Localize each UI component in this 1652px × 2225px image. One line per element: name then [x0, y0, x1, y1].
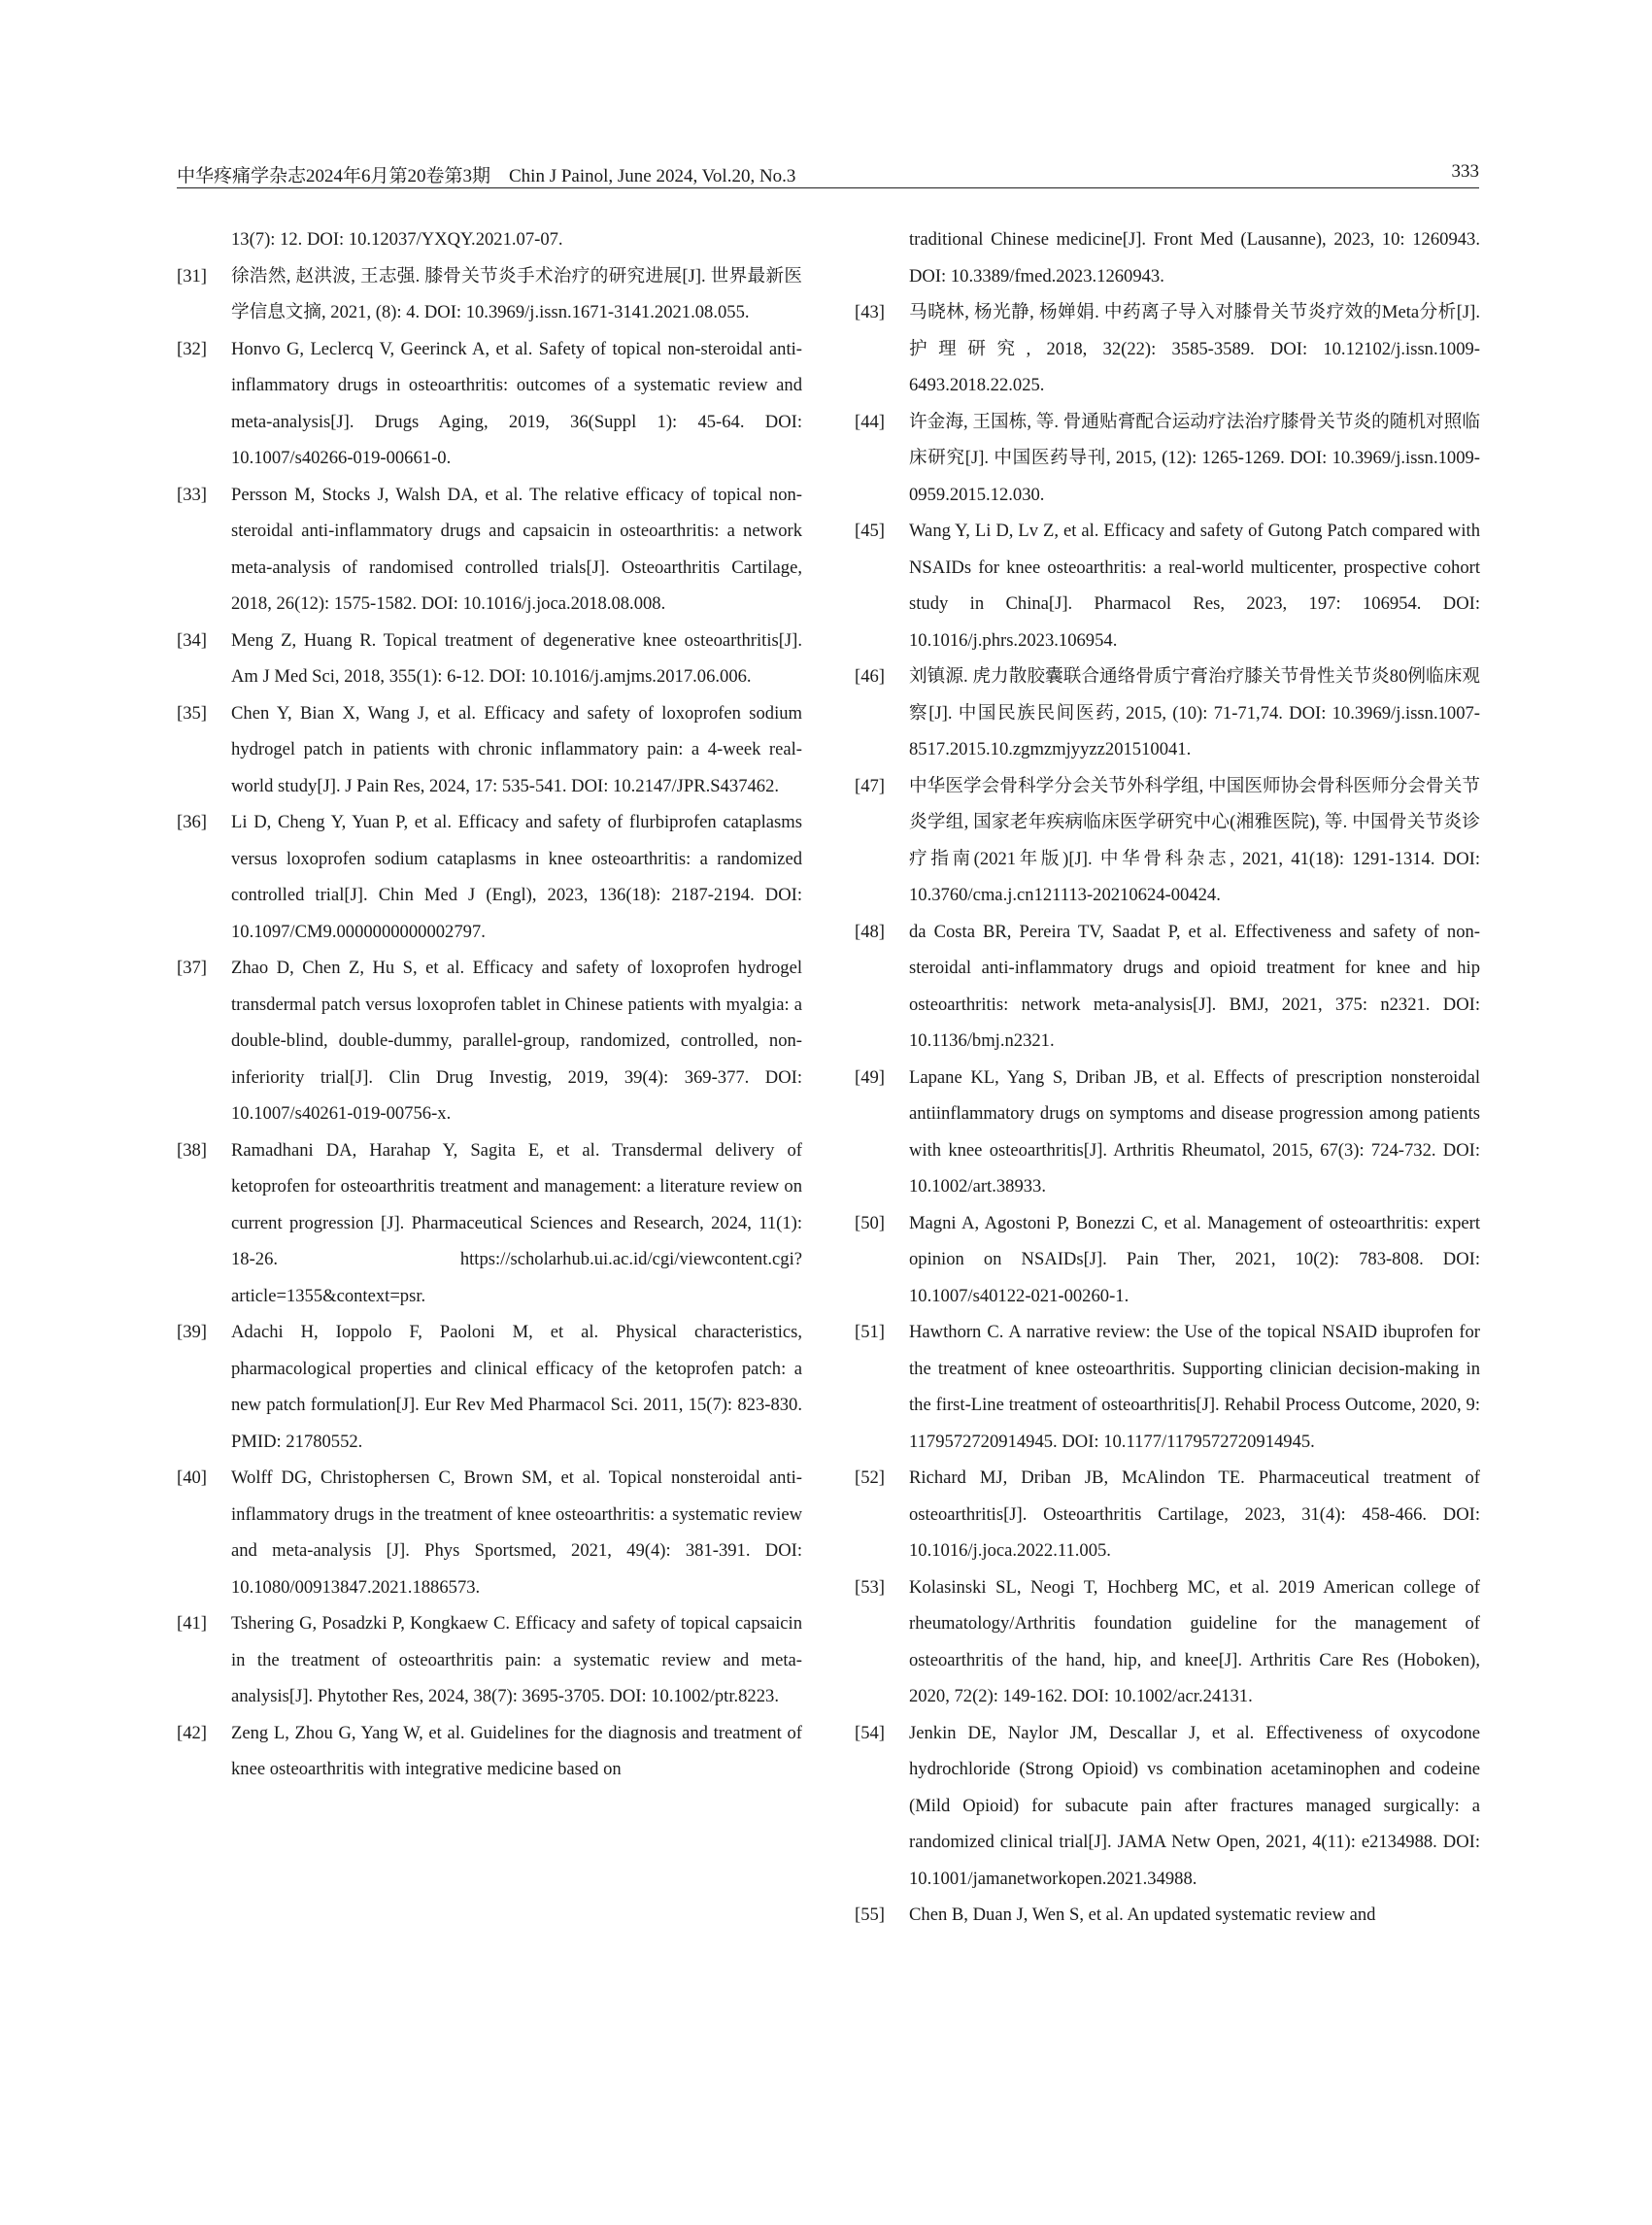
reference-number: [38]: [177, 1139, 207, 1161]
reference-column-right: [855, 221, 1480, 1934]
reference-entry: [855, 1060, 1480, 1205]
reference-text: Tshering G, Posadzki P, Kongkaew C. Efficacy and safety of topical capsaicin in the treatment of osteoarthritis pain: a systematic review and meta-analysis[J]. Phytother Res, 2024, 38(7): 3695-3705. DOI: 10.1002/ptr.8223.: [231, 1613, 802, 1706]
reference-number: [41]: [177, 1613, 207, 1634]
reference-number: [43]: [855, 302, 885, 322]
reference-entry: [855, 1715, 1480, 1898]
reference-entry: [855, 768, 1480, 914]
reference-text: 许金海, 王国栋, 等. 骨通贴膏配合运动疗法治疗膝骨关节炎的随机对照临床研究[J]. 中国医药导刊, 2015, (12): 1265-1269. DOI: 10.3969/j.issn.1009-0959.2015.12.030.: [909, 411, 1480, 505]
reference-text: Meng Z, Huang R. Topical treatment of degenerative knee osteoarthritis[J]. Am J Med Sci, 2018, 355(1): 6-12. DOI: 10.1016/j.amjms.2017.06.006.: [231, 629, 802, 687]
reference-text: Chen Y, Bian X, Wang J, et al. Efficacy and safety of loxoprofen sodium hydrogel patch in patients with chronic inflammatory pain: a 4-week real-world study[J]. J Pain Res, 2024, 17: 535-541. DOI: 10.2147/JPR.S437462.: [231, 702, 802, 796]
reference-text: Richard MJ, Driban JB, McAlindon TE. Pharmaceutical treatment of osteoarthritis[J]. Osteoarthritis Cartilage, 2023, 31(4): 458-466. DOI: 10.1016/j.joca.2022.11.005.: [909, 1467, 1480, 1561]
reference-entry: [177, 1132, 802, 1315]
reference-number: [42]: [177, 1722, 207, 1743]
reference-text: Chen B, Duan J, Wen S, et al. An updated systematic review and: [909, 1905, 1376, 1925]
reference-entry: [855, 1314, 1480, 1460]
reference-text: Lapane KL, Yang S, Driban JB, et al. Effects of prescription nonsteroidal antiinflammatory drugs on symptoms and disease progression among patients with knee osteoarthritis[J]. Arthritis Rheumatol, 2015, 67(3): 724-732. DOI: 10.1002/art.38933.: [909, 1066, 1480, 1197]
reference-entry: [855, 404, 1480, 514]
reference-number: [34]: [177, 629, 207, 651]
reference-entry: [855, 914, 1480, 1060]
reference-entry: [177, 477, 802, 623]
reference-number: [40]: [177, 1467, 207, 1488]
reference-entry: [177, 258, 802, 331]
reference-text: Zeng L, Zhou G, Yang W, et al. Guidelines for the diagnosis and treatment of knee osteoarthritis with integrative medicine based on: [231, 1722, 802, 1779]
reference-entry: [177, 623, 802, 695]
reference-entry: [177, 1715, 802, 1788]
reference-number: [50]: [855, 1212, 885, 1233]
reference-number: [31]: [177, 265, 207, 287]
reference-number: [47]: [855, 775, 885, 796]
reference-text: Persson M, Stocks J, Walsh DA, et al. The relative efficacy of topical non-steroidal anti-inflammatory drugs and capsaicin in osteoarthritis: a network meta-analysis of randomised controlled trials[J]. Osteoarthritis Cartilage, 2018, 26(12): 1575-1582. DOI: 10.1016/j.joca.2018.08.008.: [231, 484, 802, 614]
reference-entry: [855, 1897, 1480, 1934]
reference-number: [32]: [177, 338, 207, 359]
reference-number: [53]: [855, 1576, 885, 1598]
reference-text: Ramadhani DA, Harahap Y, Sagita E, et al. Transdermal delivery of ketoprofen for osteoarthritis treatment and management: a literature review on current progression [J]. Pharmaceutical Sciences and Research, 2024, 11(1): 18-26. https://scholarhub.ui.ac.id/cgi/viewcontent.cgi?article=1355&context=psr.: [231, 1139, 802, 1306]
reference-number: [37]: [177, 958, 207, 978]
reference-text: Adachi H, Ioppolo F, Paoloni M, et al. Physical characteristics, pharmacological properties and clinical efficacy of the ketoprofen patch: a new patch formulation[J]. Eur Rev Med Pharmacol Sci. 2011, 15(7): 823-830. PMID: 21780552.: [231, 1322, 802, 1452]
reference-entry: [855, 658, 1480, 768]
reference-text: Magni A, Agostoni P, Bonezzi C, et al. Management of osteoarthritis: expert opinion on NSAIDs[J]. Pain Ther, 2021, 10(2): 783-808. DOI: 10.1007/s40122-021-00260-1.: [909, 1212, 1480, 1306]
reference-entry: [855, 1460, 1480, 1569]
reference-entry: [855, 294, 1480, 404]
reference-continuation: 13(7): 12. DOI: 10.12037/YXQY.2021.07-07.: [231, 229, 563, 250]
reference-text: Zhao D, Chen Z, Hu S, et al. Efficacy and safety of loxoprofen hydrogel transdermal patch versus loxoprofen tablet in Chinese patients with myalgia: a double-blind, double-dummy, parallel-group, randomized, controlled, non-inferiority trial[J]. Clin Drug Investig, 2019, 39(4): 369-377. DOI: 10.1007/s40261-019-00756-x.: [231, 958, 802, 1124]
reference-number: [49]: [855, 1066, 885, 1088]
reference-number: [35]: [177, 702, 207, 724]
reference-text: 马晓林, 杨光静, 杨婵娟. 中药离子导入对膝骨关节炎疗效的Meta分析[J]. 护理研究, 2018, 32(22): 3585-3589. DOI: 10.12102/j.issn.1009-6493.2018.22.025.: [909, 302, 1480, 395]
reference-entry: [177, 695, 802, 805]
reference-entry: [855, 1569, 1480, 1715]
reference-number: [33]: [177, 484, 207, 505]
reference-text: 徐浩然, 赵洪波, 王志强. 膝骨关节炎手术治疗的研究进展[J]. 世界最新医学信息文摘, 2021, (8): 4. DOI: 10.3969/j.issn.1671-3141.2021.08.055.: [231, 265, 802, 322]
reference-continuation: traditional Chinese medicine[J]. Front Med (Lausanne), 2023, 10: 1260943. DOI: 10.3389/fmed.2023.1260943.: [909, 229, 1480, 287]
reference-text: 刘镇源. 虎力散胶囊联合通络骨质宁膏治疗膝关节骨性关节炎80例临床观察[J]. 中国民族民间医药, 2015, (10): 71-71,74. DOI: 10.3969/j.issn.1007-8517.2015.10.zgmzmjyyzz201510041.: [909, 666, 1480, 759]
reference-entry: [855, 513, 1480, 658]
reference-text: da Costa BR, Pereira TV, Saadat P, et al. Effectiveness and safety of non-steroidal anti-inflammatory drugs and opioid treatment for knee and hip osteoarthritis: network meta-analysis[J]. BMJ, 2021, 375: n2321. DOI: 10.1136/bmj.n2321.: [909, 921, 1480, 1051]
reference-entry: [177, 950, 802, 1132]
page-number: 333: [1451, 161, 1479, 182]
reference-entry: [177, 1605, 802, 1715]
reference-entry: [177, 804, 802, 950]
reference-text: Li D, Cheng Y, Yuan P, et al. Efficacy and safety of flurbiprofen cataplasms versus loxoprofen sodium cataplasms in knee osteoarthritis: a randomized controlled trial[J]. Chin Med J (Engl), 2023, 136(18): 2187-2194. DOI: 10.1097/CM9.0000000000002797.: [231, 812, 802, 942]
reference-number: [44]: [855, 411, 885, 432]
reference-number: [52]: [855, 1467, 885, 1488]
running-header: [177, 161, 1479, 186]
reference-number: [36]: [177, 812, 207, 832]
reference-text: Kolasinski SL, Neogi T, Hochberg MC, et al. 2019 American college of rheumatology/Arthritis foundation guideline for the management of osteoarthritis of the hand, hip, and knee[J]. Arthritis Care Res (Hoboken), 2020, 72(2): 149-162. DOI: 10.1002/acr.24131.: [909, 1576, 1480, 1706]
reference-text: Wolff DG, Christophersen C, Brown SM, et al. Topical nonsteroidal anti-inflammatory drugs in the treatment of knee osteoarthritis: a systematic review and meta-analysis [J]. Phys Sportsmed, 2021, 49(4): 381-391. DOI: 10.1080/00913847.2021.1886573.: [231, 1467, 802, 1598]
reference-column-left: [177, 221, 802, 1788]
reference-number: [39]: [177, 1322, 207, 1342]
reference-number: [46]: [855, 666, 885, 687]
journal-citation: 中华疼痛学杂志2024年6月第20卷第3期 Chin J Painol, June 2024, Vol.20, No.3: [177, 166, 796, 186]
reference-entry: [177, 1460, 802, 1605]
reference-text: Hawthorn C. A narrative review: the Use of the topical NSAID ibuprofen for the treatment of knee osteoarthritis. Supporting clinician decision-making in the first-Line treatment of osteoarthritis[J]. Rehabil Process Outcome, 2020, 9: 1179572720914945. DOI: 10.1177/1179572720914945.: [909, 1322, 1480, 1452]
reference-entry: [855, 1205, 1480, 1315]
reference-number: [48]: [855, 921, 885, 942]
reference-number: [45]: [855, 521, 885, 541]
header-rule: [177, 187, 1479, 188]
reference-text: Honvo G, Leclercq V, Geerinck A, et al. Safety of topical non-steroidal anti-inflammatory drugs in osteoarthritis: outcomes of a systematic review and meta-analysis[J]. Drugs Aging, 2019, 36(Suppl 1): 45-64. DOI: 10.1007/s40266-019-00661-0.: [231, 338, 802, 468]
reference-number: [54]: [855, 1722, 885, 1743]
reference-text: Wang Y, Li D, Lv Z, et al. Efficacy and safety of Gutong Patch compared with NSAIDs for knee osteoarthritis: a real-world multicenter, prospective cohort study in China[J]. Pharmacol Res, 2023, 197: 106954. DOI: 10.1016/j.phrs.2023.106954.: [909, 521, 1480, 651]
reference-text: Jenkin DE, Naylor JM, Descallar J, et al. Effectiveness of oxycodone hydrochloride (Strong Opioid) vs combination acetaminophen and codeine (Mild Opioid) for subacute pain after fractures managed surgically: a randomized clinical trial[J]. JAMA Netw Open, 2021, 4(11): e2134988. DOI: 10.1001/jamanetworkopen.2021.34988.: [909, 1722, 1480, 1889]
reference-entry: [177, 1314, 802, 1460]
reference-entry: [177, 331, 802, 477]
reference-text: 中华医学会骨科学分会关节外科学组, 中国医师协会骨科医师分会骨关节炎学组, 国家老年疾病临床医学研究中心(湘雅医院), 等. 中国骨关节炎诊疗指南(2021年版)[J]. 中华骨科杂志, 2021, 41(18): 1291-1314. DOI: 10.3760/cma.j.cn121113-20210624-00424.: [909, 775, 1480, 905]
reference-number: [51]: [855, 1322, 885, 1342]
reference-number: [55]: [855, 1905, 885, 1925]
